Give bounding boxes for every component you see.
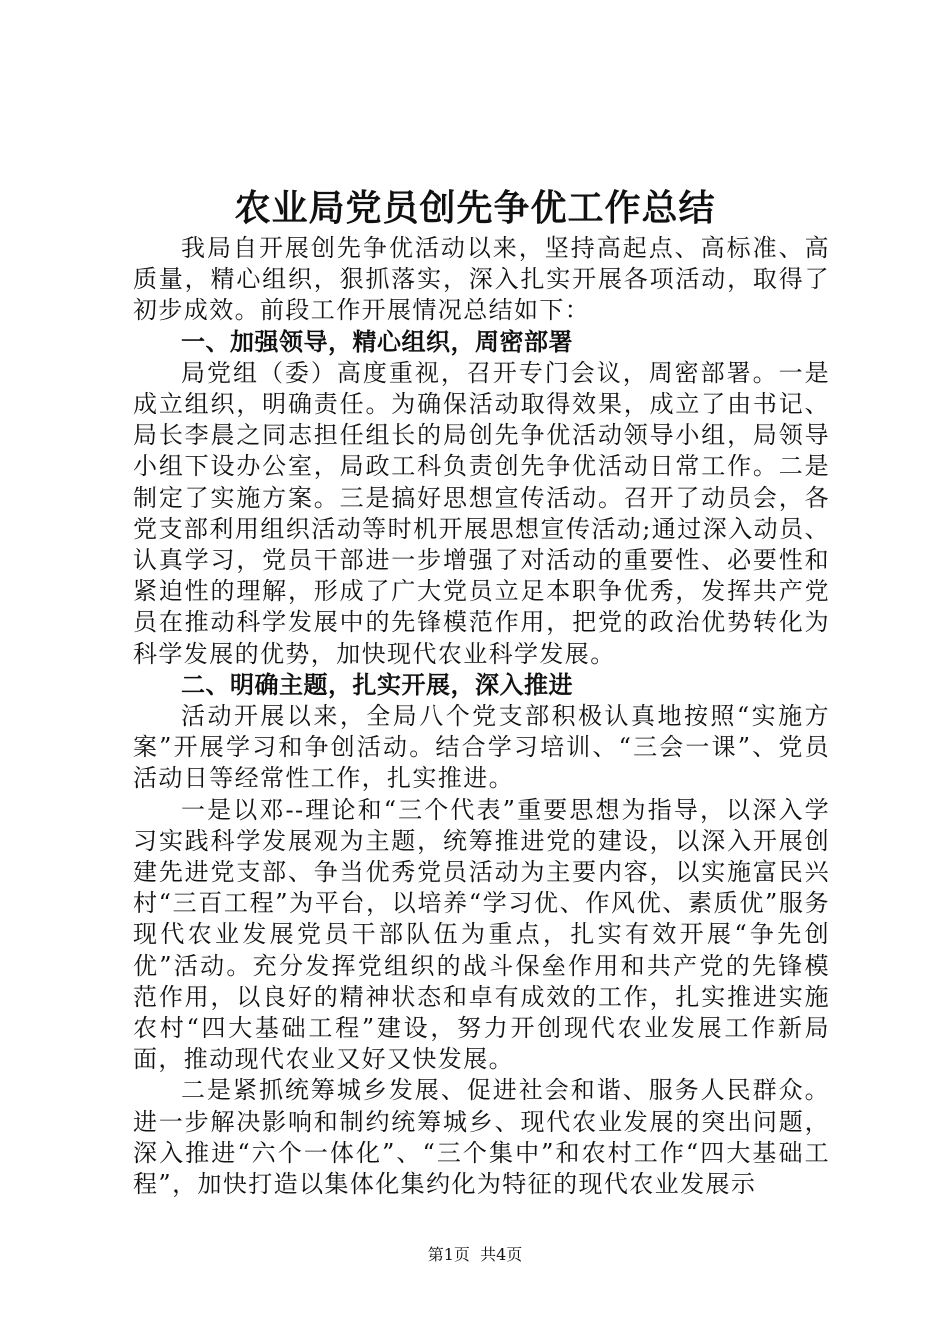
section-2-paragraph-3: 二是紧抓统筹城乡发展、促进社会和谐、服务人民群众。进一步解决影响和制约统筹城乡、现代农业发展的突出问题，深入推进“六个一体化”、“三个集中”和农村工作“四大基础工程”，加快打造以集体化集约化为特征的现代农业发展示	[133, 1076, 830, 1199]
section-2-paragraph-2: 一是以邓--理论和“三个代表”重要思想为指导，以深入学习实践科学发展观为主题，统筹推进党的建设，以深入开展创建先进党支部、争当优秀党员活动为主要内容，以实施富民兴村“三百工程”为平台，以培养“学习优、作风优、素质优”服务现代农业发展党员干部队伍为重点，扎实有效开展“争先创优”活动。充分发挥党组织的战斗保垒作用和共产党的先锋模范作用，以良好的精神状态和卓有成效的工作，扎实推进实施农村“四大基础工程”建设，努力开创现代农业发展工作新局面，推动现代农业又好又快发展。	[133, 795, 830, 1074]
intro-paragraph: 我局自开展创先争优活动以来，坚持高起点、高标准、高质量，精心组织，狠抓落实，深入扎实开展各项活动，取得了初步成效。前段工作开展情况总结如下：	[133, 234, 830, 325]
document-title: 农业局党员创先争优工作总结	[234, 187, 716, 229]
page-number: 第1页	[427, 1245, 470, 1264]
document-body	[133, 233, 830, 1200]
section-1-paragraph-1: 局党组（委）高度重视，召开专门会议，周密部署。一是成立组织，明确责任。为确保活动取得效果，成立了由书记、局长李晨之同志担任组长的局创先争优活动领导小组，局领导小组下设办公室，局政工科负责创先争优活动日常工作。二是制定了实施方案。三是搞好思想宣传活动。召开了动员会，各党支部利用组织活动等时机开展思想宣传活动;通过深入动员、认真学习，党员干部进一步增强了对活动的重要性、必要性和紧迫性的理解，形成了广大党员立足本职争优秀，发挥共产党员在推动科学发展中的先锋模范作用，把党的政治优势转化为科学发展的优势，加快现代农业科学发展。	[133, 358, 830, 668]
page-total: 共4页	[480, 1245, 523, 1264]
page-footer	[0, 1244, 950, 1266]
section-2-paragraph-1: 活动开展以来，全局八个党支部积极认真地按照“实施方案”开展学习和争创活动。结合学习培训、“三会一课”、党员活动日等经常性工作，扎实推进。	[133, 702, 830, 793]
footer-spacer	[470, 1245, 480, 1264]
section-2-heading: 二、明确主题，扎实开展，深入推进	[181, 670, 573, 699]
section-1-heading: 一、加强领导，精心组织，周密部署	[181, 327, 573, 356]
